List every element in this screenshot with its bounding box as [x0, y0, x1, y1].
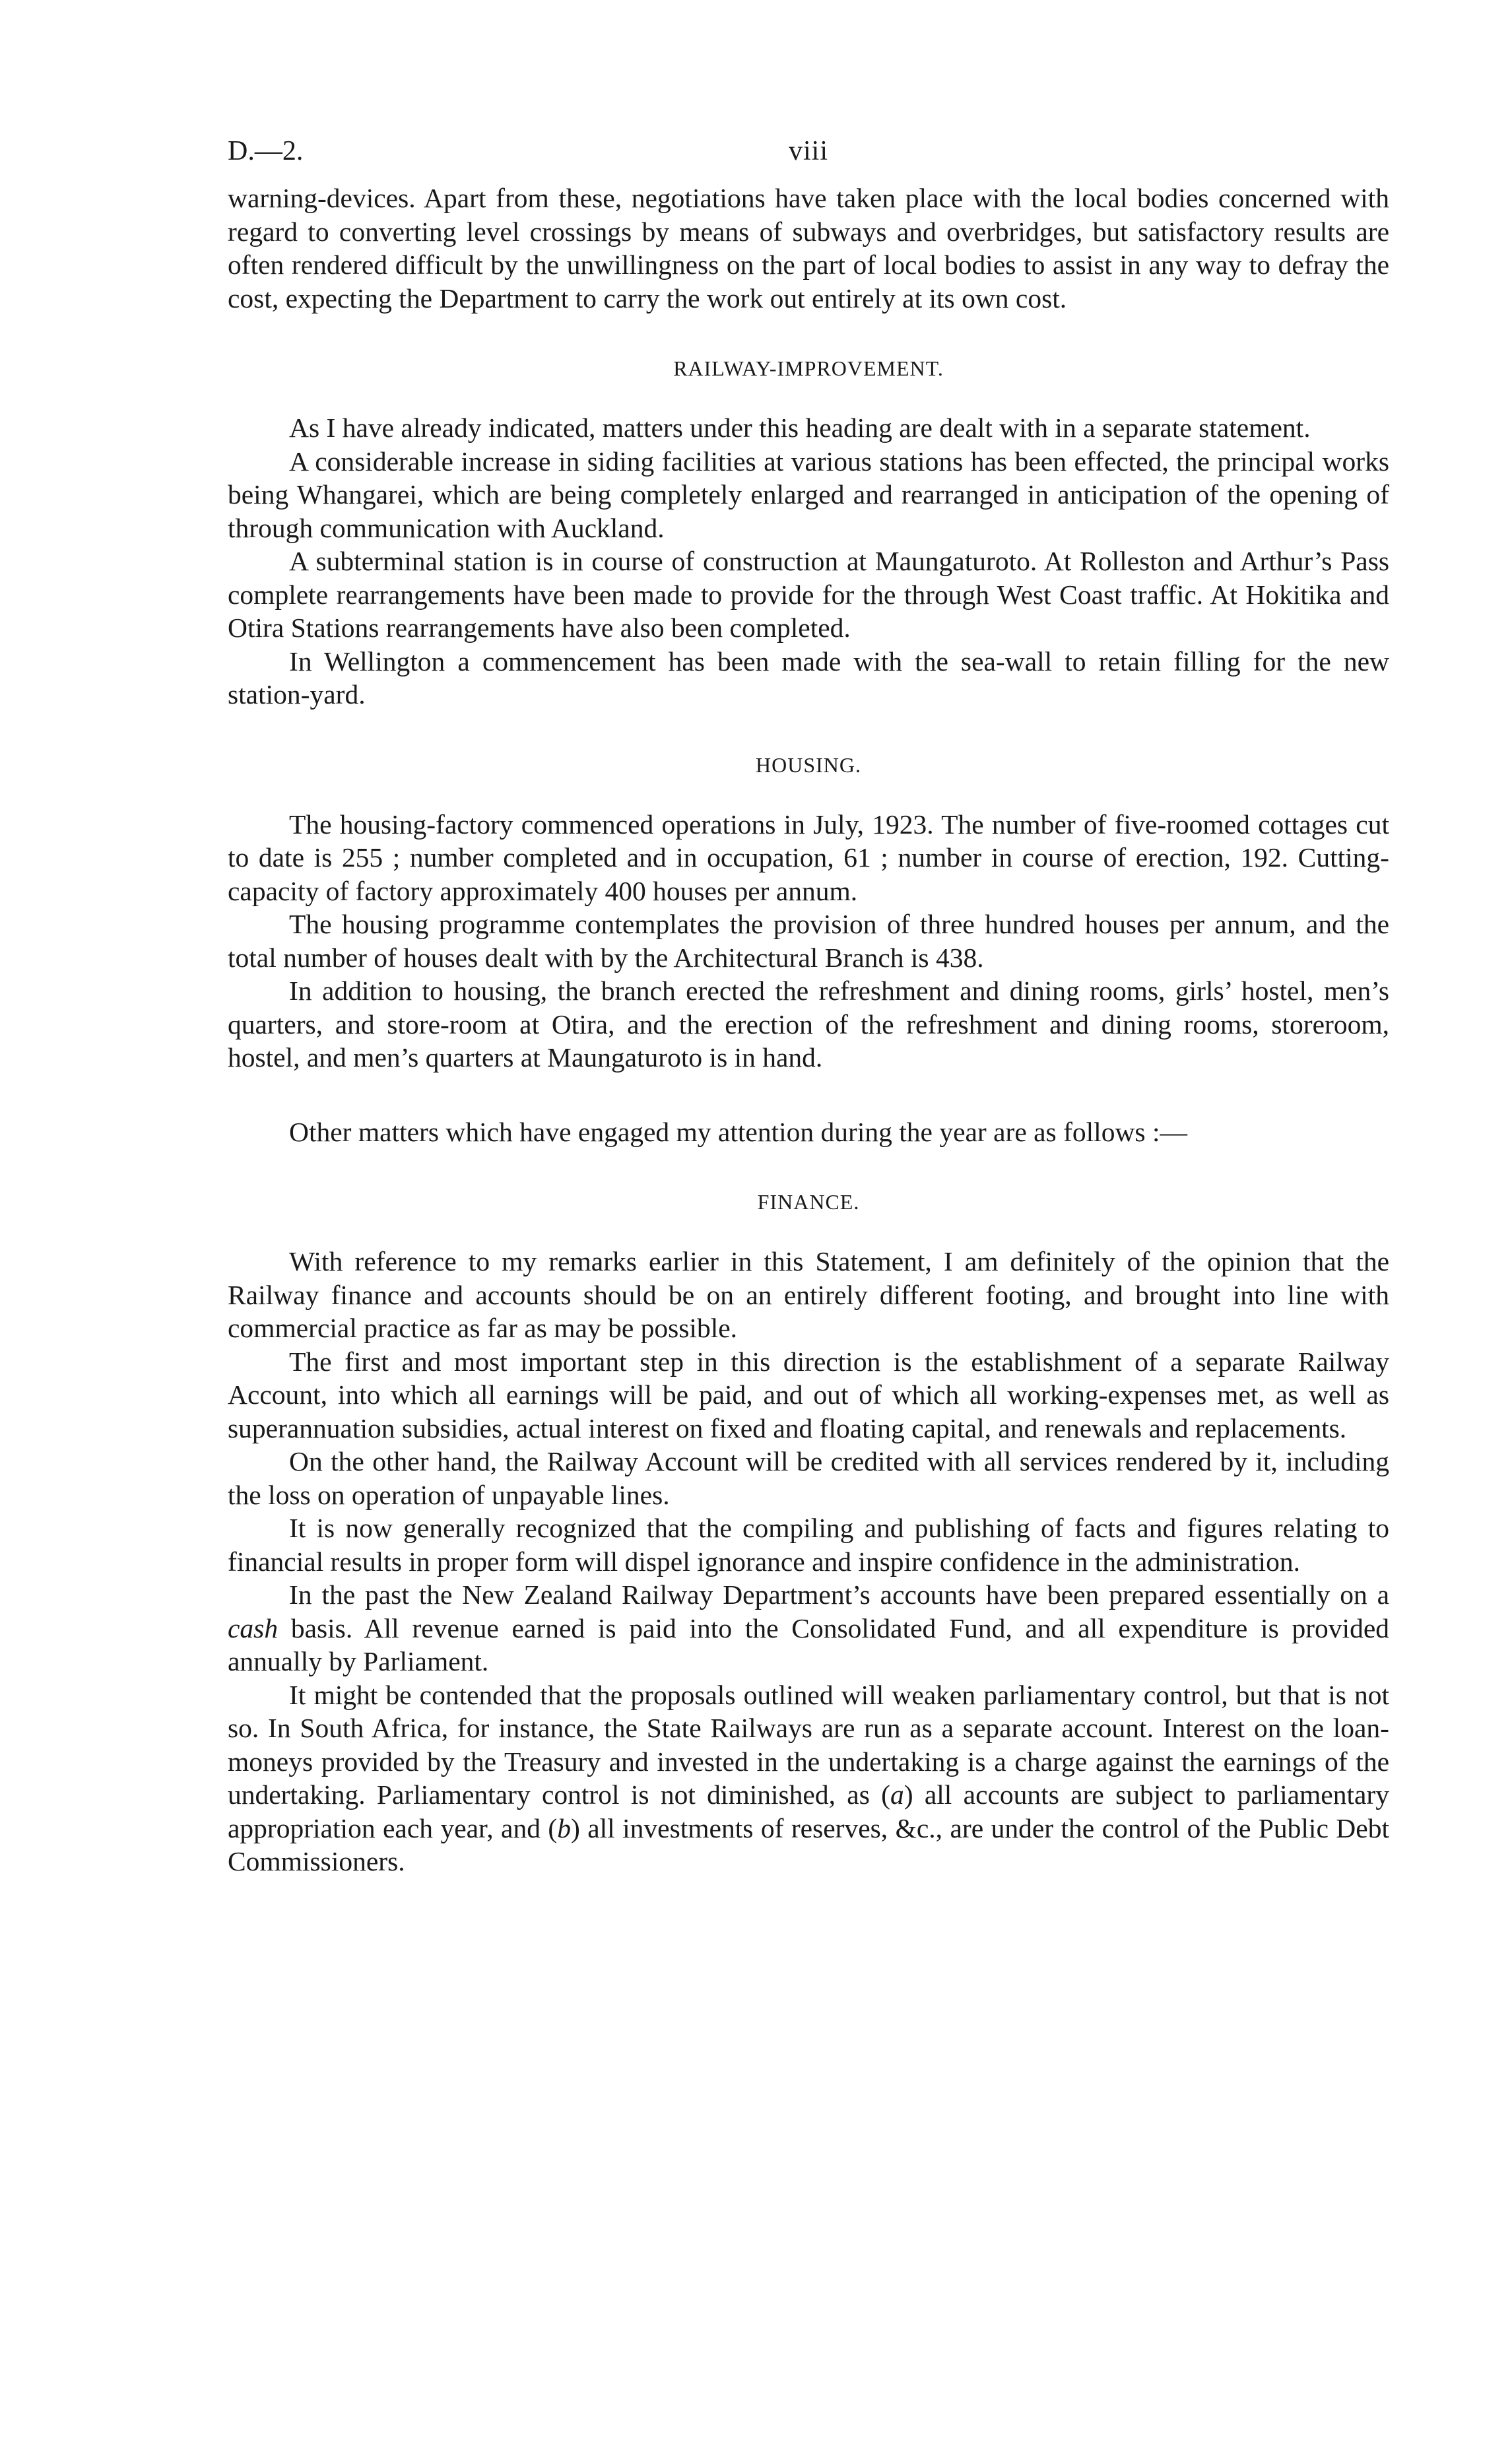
document-reference: D.—2. — [228, 136, 304, 166]
railway-improvement-paragraph-4: In Wellington a commencement has been made with the sea-wall to retain filling for the new station-yard. — [228, 645, 1389, 710]
document-page — [228, 135, 1389, 1878]
finance-paragraph-2: The first and most important step in this direction is the establishment of a separate Railway Account, into which all earnings will be paid, and out of which all working-expenses met, as well as superannuation subsidies, actual interest on fixed and floating capital, and renewals and replacements. — [228, 1346, 1389, 1443]
finance-paragraph-6-italic-a: a — [890, 1779, 904, 1810]
finance-paragraph-4: It is now generally recognized that the compiling and publishing of facts and figures relating to financial results in proper form will dispel ignorance and inspire confidence in the administration. — [228, 1513, 1389, 1577]
page-number: viii — [788, 136, 828, 166]
finance-paragraph-6-italic-b: b — [557, 1812, 571, 1843]
finance-paragraph-5-text-1: In the past the New Zealand Railway Department’s accounts have been prepared essentially on a — [289, 1579, 1389, 1610]
section-heading-housing: HOUSING. — [756, 752, 861, 777]
finance-paragraph-5-text-2: basis. All revenue earned is paid into the Consolidated Fund, and all expenditure is provided annually by Parliament. — [228, 1612, 1389, 1676]
housing-paragraph-2: The housing programme contemplates the provision of three hundred houses per annum, and the total number of houses dealt with by the Architectural Branch is 438. — [228, 909, 1389, 973]
section-heading-railway-improvement: RAILWAY-IMPROVEMENT. — [673, 356, 944, 380]
railway-improvement-paragraph-1: As I have already indicated, matters under this heading are dealt with in a separate statement. — [289, 413, 1311, 443]
finance-paragraph-1: With reference to my remarks earlier in this Statement, I am definitely of the opinion that the Railway finance and accounts should be on an entirely different footing, and brought into line with commercial practice as far as may be possible. — [228, 1246, 1389, 1343]
other-matters-paragraph: Other matters which have engaged my attention during the year are as follows :— — [289, 1116, 1187, 1147]
housing-paragraph-3: In addition to housing, the branch erected the refreshment and dining rooms, girls’ hostel, men’s quarters, and store-room at Otira, and the erection of the refreshment and dining rooms, storeroom, hostel, and men’s quarters at Maungaturoto is in hand. — [228, 976, 1389, 1073]
finance-paragraph-5-italic: cash — [228, 1612, 279, 1643]
finance-paragraph-6 — [228, 1678, 1389, 1878]
housing-paragraph-1: The housing-factory commenced operations in July, 1923. The number of five-roomed cottages cut to date is 255 ; number completed and in occupation, 61 ; number in course of erection, 192. Cutting-capacity of factory approximately 400 houses per annum. — [228, 809, 1389, 906]
page-header — [228, 135, 1389, 182]
finance-paragraph-6-text-3: ) all investments of reserves, &c., are under the control of the Public Debt Commissioners. — [228, 1812, 1389, 1876]
finance-paragraph-5 — [228, 1578, 1389, 1678]
railway-improvement-paragraph-2: A considerable increase in siding facilities at various stations has been effected, the principal works being Whangarei, which are being completely enlarged and rearranged in anticipation of the opening of through communication with Auckland. — [228, 446, 1389, 543]
finance-paragraph-6-text-1: It might be contended that the proposals outlined will weaken parliamentary control, but that is not so. In South Africa, for instance, the State Railways are run as a separate account. Interest on the loan-moneys provided by the Treasury and invested in the undertaking is a charge against the earnings of the undertaking. Parliamentary control is not diminished, as ( — [228, 1679, 1389, 1810]
finance-paragraph-6-text-2: ) all accounts are subject to parliamentary appropriation each year, and ( — [228, 1779, 1389, 1843]
intro-paragraph: warning-devices. Apart from these, negotiations have taken place with the local bodies concerned with regard to converting level crossings by means of subways and overbridges, but satisfactory results are often rendered difficult by the unwillingness on the part of local bodies to assist in any way to defray the cost, expecting the Department to carry the work out entirely at its own cost. — [228, 183, 1389, 314]
finance-paragraph-3: On the other hand, the Railway Account will be credited with all services rendered by it, including the loss on operation of unpayable lines. — [228, 1446, 1389, 1510]
section-heading-finance: FINANCE. — [757, 1190, 860, 1214]
railway-improvement-paragraph-3: A subterminal station is in course of construction at Maungaturoto. At Rolleston and Arthur’s Pass complete rearrangements have been made to provide for the through West Coast traffic. At Hokitika and Otira Stations rearrangements have also been completed. — [228, 546, 1389, 643]
